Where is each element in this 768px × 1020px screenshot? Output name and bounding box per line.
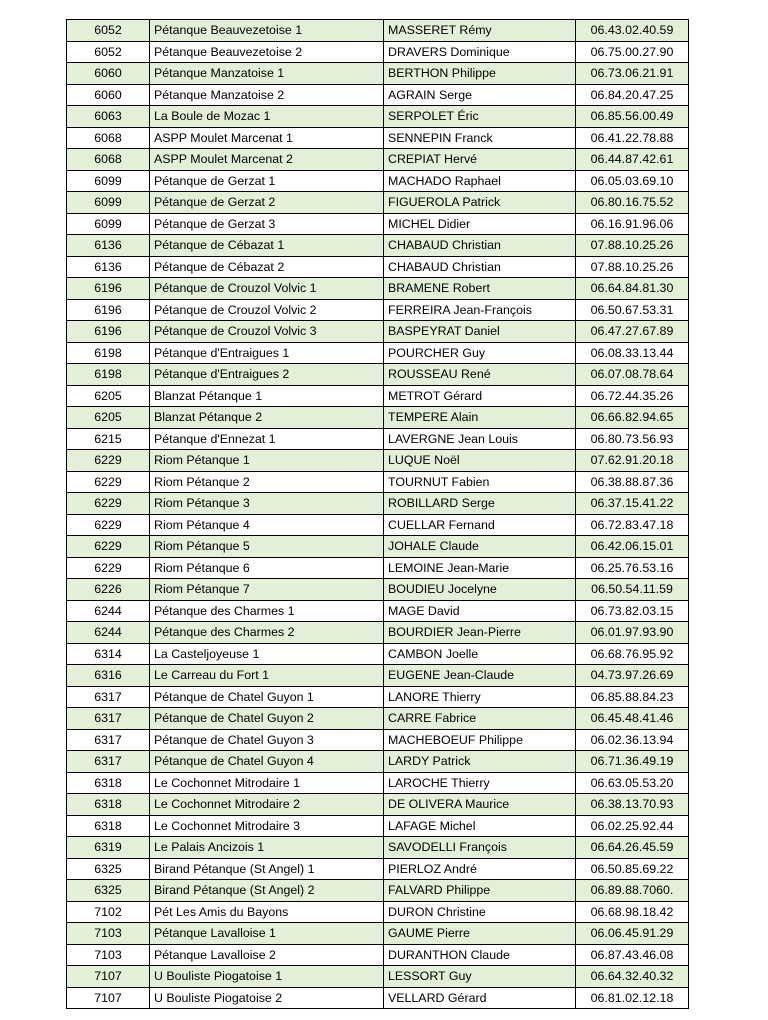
club-name-cell: U Bouliste Piogatoise 2 bbox=[150, 987, 384, 1009]
phone-number-cell: 06.84.20.47.25 bbox=[576, 84, 689, 106]
club-code-cell: 7107 bbox=[67, 987, 150, 1009]
table-row bbox=[67, 20, 689, 42]
table-row bbox=[67, 321, 689, 343]
table-row bbox=[67, 794, 689, 816]
club-name-cell: Pétanque Manzatoise 2 bbox=[150, 84, 384, 106]
club-code-cell: 7103 bbox=[67, 944, 150, 966]
club-name-cell: Pétanque de Gerzat 3 bbox=[150, 213, 384, 235]
club-name-cell: Pétanque des Charmes 1 bbox=[150, 600, 384, 622]
table-row bbox=[67, 579, 689, 601]
phone-number-cell: 06.16.91.96.06 bbox=[576, 213, 689, 235]
contact-name-cell: PIERLOZ André bbox=[384, 858, 576, 880]
table-row bbox=[67, 170, 689, 192]
contact-name-cell: MICHEL Didier bbox=[384, 213, 576, 235]
club-code-cell: 6226 bbox=[67, 579, 150, 601]
phone-number-cell: 06.38.13.70.93 bbox=[576, 794, 689, 816]
phone-number-cell: 06.50.67.53.31 bbox=[576, 299, 689, 321]
phone-number-cell: 06.68.76.95.92 bbox=[576, 643, 689, 665]
contact-name-cell: LEMOINE Jean-Marie bbox=[384, 557, 576, 579]
table-row bbox=[67, 213, 689, 235]
table-row bbox=[67, 84, 689, 106]
phone-number-cell: 06.63.05.53.20 bbox=[576, 772, 689, 794]
club-code-cell: 6318 bbox=[67, 815, 150, 837]
club-name-cell: Riom Pétanque 1 bbox=[150, 450, 384, 472]
contact-name-cell: VELLARD Gérard bbox=[384, 987, 576, 1009]
contact-name-cell: LAFAGE Michel bbox=[384, 815, 576, 837]
table-row bbox=[67, 858, 689, 880]
table-row bbox=[67, 471, 689, 493]
table-row bbox=[67, 149, 689, 171]
contact-name-cell: GAUME Pierre bbox=[384, 923, 576, 945]
club-code-cell: 6317 bbox=[67, 708, 150, 730]
phone-number-cell: 06.45.48.41.46 bbox=[576, 708, 689, 730]
contact-name-cell: LANORE Thierry bbox=[384, 686, 576, 708]
club-name-cell: Pétanque de Crouzol Volvic 3 bbox=[150, 321, 384, 343]
phone-number-cell: 06.64.32.40.32 bbox=[576, 966, 689, 988]
club-code-cell: 6136 bbox=[67, 235, 150, 257]
table-row bbox=[67, 987, 689, 1009]
phone-number-cell: 06.68.98.18.42 bbox=[576, 901, 689, 923]
club-name-cell: Birand Pétanque (St Angel) 2 bbox=[150, 880, 384, 902]
contact-name-cell: FERREIRA Jean-François bbox=[384, 299, 576, 321]
contact-name-cell: CARRE Fabrice bbox=[384, 708, 576, 730]
table-row bbox=[67, 665, 689, 687]
club-name-cell: Pétanque d'Entraigues 2 bbox=[150, 364, 384, 386]
contact-name-cell: LUQUE Noël bbox=[384, 450, 576, 472]
club-code-cell: 6229 bbox=[67, 471, 150, 493]
phone-number-cell: 06.73.06.21.91 bbox=[576, 63, 689, 85]
phone-number-cell: 06.06.45.91.29 bbox=[576, 923, 689, 945]
club-name-cell: Pétanque de Cébazat 1 bbox=[150, 235, 384, 257]
phone-number-cell: 06.50.85.69.22 bbox=[576, 858, 689, 880]
club-code-cell: 6198 bbox=[67, 364, 150, 386]
club-name-cell: Pétanque Lavalloise 1 bbox=[150, 923, 384, 945]
phone-number-cell: 06.71.36.49.19 bbox=[576, 751, 689, 773]
club-code-cell: 6099 bbox=[67, 192, 150, 214]
club-name-cell: Riom Pétanque 4 bbox=[150, 514, 384, 536]
contact-name-cell: CHABAUD Christian bbox=[384, 256, 576, 278]
contact-name-cell: LAVERGNE Jean Louis bbox=[384, 428, 576, 450]
phone-number-cell: 06.87.43.46.08 bbox=[576, 944, 689, 966]
club-name-cell: Pétanque des Charmes 2 bbox=[150, 622, 384, 644]
club-name-cell: Pétanque de Chatel Guyon 4 bbox=[150, 751, 384, 773]
club-code-cell: 6244 bbox=[67, 600, 150, 622]
club-name-cell: Birand Pétanque (St Angel) 1 bbox=[150, 858, 384, 880]
club-name-cell: ASPP Moulet Marcenat 2 bbox=[150, 149, 384, 171]
club-code-cell: 6215 bbox=[67, 428, 150, 450]
table-row bbox=[67, 966, 689, 988]
contact-name-cell: CREPIAT Hervé bbox=[384, 149, 576, 171]
contact-name-cell: FIGUEROLA Patrick bbox=[384, 192, 576, 214]
club-code-cell: 6317 bbox=[67, 686, 150, 708]
club-code-cell: 7107 bbox=[67, 966, 150, 988]
club-name-cell: Pétanque de Crouzol Volvic 1 bbox=[150, 278, 384, 300]
table-row bbox=[67, 256, 689, 278]
table-row bbox=[67, 729, 689, 751]
club-code-cell: 6319 bbox=[67, 837, 150, 859]
table-body bbox=[67, 20, 689, 1009]
contact-name-cell: FALVARD Philippe bbox=[384, 880, 576, 902]
table-row bbox=[67, 192, 689, 214]
contact-name-cell: DE OLIVERA Maurice bbox=[384, 794, 576, 816]
phone-number-cell: 06.43.02.40.59 bbox=[576, 20, 689, 42]
table-row bbox=[67, 450, 689, 472]
club-code-cell: 6325 bbox=[67, 858, 150, 880]
phone-number-cell: 06.64.84.81.30 bbox=[576, 278, 689, 300]
contact-name-cell: POURCHER Guy bbox=[384, 342, 576, 364]
table-row bbox=[67, 364, 689, 386]
contact-name-cell: BERTHON Philippe bbox=[384, 63, 576, 85]
phone-number-cell: 06.37.15.41.22 bbox=[576, 493, 689, 515]
club-code-cell: 6314 bbox=[67, 643, 150, 665]
phone-number-cell: 06.02.25.92.44 bbox=[576, 815, 689, 837]
contact-name-cell: DURANTHON Claude bbox=[384, 944, 576, 966]
club-name-cell: Riom Pétanque 2 bbox=[150, 471, 384, 493]
phone-number-cell: 06.08.33.13.44 bbox=[576, 342, 689, 364]
club-name-cell: Riom Pétanque 5 bbox=[150, 536, 384, 558]
club-name-cell: Riom Pétanque 3 bbox=[150, 493, 384, 515]
club-code-cell: 6198 bbox=[67, 342, 150, 364]
phone-number-cell: 06.47.27.67.89 bbox=[576, 321, 689, 343]
club-name-cell: Pétanque de Gerzat 2 bbox=[150, 192, 384, 214]
phone-number-cell: 06.85.56.00.49 bbox=[576, 106, 689, 128]
contact-name-cell: AGRAIN Serge bbox=[384, 84, 576, 106]
contact-name-cell: BOURDIER Jean-Pierre bbox=[384, 622, 576, 644]
table-row bbox=[67, 772, 689, 794]
contact-name-cell: METROT Gérard bbox=[384, 385, 576, 407]
club-code-cell: 6325 bbox=[67, 880, 150, 902]
table-row bbox=[67, 514, 689, 536]
club-name-cell: Pétanque Manzatoise 1 bbox=[150, 63, 384, 85]
club-code-cell: 6229 bbox=[67, 514, 150, 536]
club-code-cell: 6068 bbox=[67, 127, 150, 149]
club-code-cell: 6317 bbox=[67, 729, 150, 751]
club-code-cell: 6060 bbox=[67, 84, 150, 106]
club-name-cell: Le Cochonnet Mitrodaire 1 bbox=[150, 772, 384, 794]
club-code-cell: 6316 bbox=[67, 665, 150, 687]
table-row bbox=[67, 708, 689, 730]
club-code-cell: 6099 bbox=[67, 170, 150, 192]
table-row bbox=[67, 493, 689, 515]
phone-number-cell: 06.05.03.69.10 bbox=[576, 170, 689, 192]
table-row bbox=[67, 557, 689, 579]
table-row bbox=[67, 880, 689, 902]
phone-number-cell: 06.64.26.45.59 bbox=[576, 837, 689, 859]
phone-number-cell: 06.80.16.75.52 bbox=[576, 192, 689, 214]
club-name-cell: Pétanque de Chatel Guyon 1 bbox=[150, 686, 384, 708]
club-code-cell: 6229 bbox=[67, 557, 150, 579]
club-name-cell: Pétanque de Chatel Guyon 3 bbox=[150, 729, 384, 751]
contact-name-cell: SAVODELLI François bbox=[384, 837, 576, 859]
phone-number-cell: 06.25.76.53.16 bbox=[576, 557, 689, 579]
club-name-cell: Le Cochonnet Mitrodaire 3 bbox=[150, 815, 384, 837]
table-row bbox=[67, 407, 689, 429]
contact-name-cell: DURON Christine bbox=[384, 901, 576, 923]
club-code-cell: 6196 bbox=[67, 278, 150, 300]
club-name-cell: La Casteljoyeuse 1 bbox=[150, 643, 384, 665]
club-code-cell: 6229 bbox=[67, 536, 150, 558]
club-name-cell: U Bouliste Piogatoise 1 bbox=[150, 966, 384, 988]
table-row bbox=[67, 901, 689, 923]
club-name-cell: Riom Pétanque 7 bbox=[150, 579, 384, 601]
club-code-cell: 6136 bbox=[67, 256, 150, 278]
club-code-cell: 6317 bbox=[67, 751, 150, 773]
club-name-cell: Pétanque Beauvezetoise 1 bbox=[150, 20, 384, 42]
club-name-cell: Blanzat Pétanque 1 bbox=[150, 385, 384, 407]
club-code-cell: 7103 bbox=[67, 923, 150, 945]
table-row bbox=[67, 428, 689, 450]
phone-number-cell: 07.88.10.25.26 bbox=[576, 256, 689, 278]
contact-name-cell: ROBILLARD Serge bbox=[384, 493, 576, 515]
contact-name-cell: SERPOLET Éric bbox=[384, 106, 576, 128]
contact-name-cell: CUELLAR Fernand bbox=[384, 514, 576, 536]
phone-number-cell: 06.42.06.15.01 bbox=[576, 536, 689, 558]
contact-name-cell: LARDY Patrick bbox=[384, 751, 576, 773]
phone-number-cell: 06.50.54.11.59 bbox=[576, 579, 689, 601]
club-code-cell: 6205 bbox=[67, 407, 150, 429]
club-name-cell: Le Palais Ancizois 1 bbox=[150, 837, 384, 859]
table-row bbox=[67, 944, 689, 966]
table-row bbox=[67, 278, 689, 300]
phone-number-cell: 07.62.91.20.18 bbox=[576, 450, 689, 472]
contact-name-cell: MACHEBOEUF Philippe bbox=[384, 729, 576, 751]
club-code-cell: 6063 bbox=[67, 106, 150, 128]
club-code-cell: 6068 bbox=[67, 149, 150, 171]
table-row bbox=[67, 923, 689, 945]
table-row bbox=[67, 536, 689, 558]
club-code-cell: 6318 bbox=[67, 794, 150, 816]
table-row bbox=[67, 837, 689, 859]
contact-name-cell: LAROCHE Thierry bbox=[384, 772, 576, 794]
club-code-cell: 6318 bbox=[67, 772, 150, 794]
club-code-cell: 6060 bbox=[67, 63, 150, 85]
club-code-cell: 6244 bbox=[67, 622, 150, 644]
table-row bbox=[67, 235, 689, 257]
contact-name-cell: JOHALE Claude bbox=[384, 536, 576, 558]
contact-name-cell: TEMPERE Alain bbox=[384, 407, 576, 429]
phone-number-cell: 06.01.97.93.90 bbox=[576, 622, 689, 644]
club-code-cell: 6229 bbox=[67, 493, 150, 515]
phone-number-cell: 06.73.82.03.15 bbox=[576, 600, 689, 622]
club-name-cell: Pétanque de Cébazat 2 bbox=[150, 256, 384, 278]
table-row bbox=[67, 385, 689, 407]
table-row bbox=[67, 622, 689, 644]
phone-number-cell: 06.89.88.7060. bbox=[576, 880, 689, 902]
club-code-cell: 6205 bbox=[67, 385, 150, 407]
table-row bbox=[67, 63, 689, 85]
table-row bbox=[67, 600, 689, 622]
phone-number-cell: 06.44.87.42.61 bbox=[576, 149, 689, 171]
contact-name-cell: LESSORT Guy bbox=[384, 966, 576, 988]
club-code-cell: 6196 bbox=[67, 321, 150, 343]
table-row bbox=[67, 643, 689, 665]
contact-name-cell: BASPEYRAT Daniel bbox=[384, 321, 576, 343]
club-name-cell: Le Cochonnet Mitrodaire 2 bbox=[150, 794, 384, 816]
phone-number-cell: 06.41.22.78.88 bbox=[576, 127, 689, 149]
club-name-cell: Pét Les Amis du Bayons bbox=[150, 901, 384, 923]
table-row bbox=[67, 342, 689, 364]
table-row bbox=[67, 815, 689, 837]
contact-name-cell: BOUDIEU Jocelyne bbox=[384, 579, 576, 601]
contact-name-cell: MAGE David bbox=[384, 600, 576, 622]
phone-number-cell: 06.75.00.27.90 bbox=[576, 41, 689, 63]
table-row bbox=[67, 686, 689, 708]
phone-number-cell: 06.85.88.84.23 bbox=[576, 686, 689, 708]
phone-number-cell: 06.38.88.87.36 bbox=[576, 471, 689, 493]
club-name-cell: Pétanque Lavalloise 2 bbox=[150, 944, 384, 966]
phone-number-cell: 06.72.83.47.18 bbox=[576, 514, 689, 536]
phone-number-cell: 06.07.08.78.64 bbox=[576, 364, 689, 386]
contact-name-cell: CHABAUD Christian bbox=[384, 235, 576, 257]
contact-name-cell: MACHADO Raphael bbox=[384, 170, 576, 192]
club-name-cell: Le Carreau du Fort 1 bbox=[150, 665, 384, 687]
phone-number-cell: 06.80.73.56.93 bbox=[576, 428, 689, 450]
contact-name-cell: TOURNUT Fabien bbox=[384, 471, 576, 493]
club-name-cell: ASPP Moulet Marcenat 1 bbox=[150, 127, 384, 149]
club-code-cell: 6229 bbox=[67, 450, 150, 472]
club-name-cell: Pétanque de Chatel Guyon 2 bbox=[150, 708, 384, 730]
club-name-cell: Pétanque d'Ennezat 1 bbox=[150, 428, 384, 450]
phone-number-cell: 06.72.44.35.26 bbox=[576, 385, 689, 407]
club-code-cell: 6196 bbox=[67, 299, 150, 321]
contact-name-cell: BRAMENE Robert bbox=[384, 278, 576, 300]
contact-name-cell: CAMBON Joelle bbox=[384, 643, 576, 665]
contact-name-cell: MASSERET Rémy bbox=[384, 20, 576, 42]
table-row bbox=[67, 299, 689, 321]
contact-name-cell: EUGENE Jean-Claude bbox=[384, 665, 576, 687]
club-name-cell: Pétanque d'Entraigues 1 bbox=[150, 342, 384, 364]
club-code-cell: 6052 bbox=[67, 20, 150, 42]
phone-number-cell: 06.02.36.13.94 bbox=[576, 729, 689, 751]
club-code-cell: 7102 bbox=[67, 901, 150, 923]
club-name-cell: Pétanque de Gerzat 1 bbox=[150, 170, 384, 192]
table-row bbox=[67, 41, 689, 63]
contact-name-cell: DRAVERS Dominique bbox=[384, 41, 576, 63]
club-name-cell: La Boule de Mozac 1 bbox=[150, 106, 384, 128]
contact-name-cell: SENNEPIN Franck bbox=[384, 127, 576, 149]
phone-number-cell: 07.88.10.25.26 bbox=[576, 235, 689, 257]
contact-name-cell: ROUSSEAU René bbox=[384, 364, 576, 386]
club-name-cell: Pétanque de Crouzol Volvic 2 bbox=[150, 299, 384, 321]
table-row bbox=[67, 127, 689, 149]
table-row bbox=[67, 106, 689, 128]
club-name-cell: Riom Pétanque 6 bbox=[150, 557, 384, 579]
club-code-cell: 6099 bbox=[67, 213, 150, 235]
club-name-cell: Pétanque Beauvezetoise 2 bbox=[150, 41, 384, 63]
club-code-cell: 6052 bbox=[67, 41, 150, 63]
club-name-cell: Blanzat Pétanque 2 bbox=[150, 407, 384, 429]
club-contacts-table bbox=[66, 19, 689, 1009]
phone-number-cell: 04.73.97.26.69 bbox=[576, 665, 689, 687]
phone-number-cell: 06.81.02.12.18 bbox=[576, 987, 689, 1009]
table-row bbox=[67, 751, 689, 773]
phone-number-cell: 06.66.82.94.65 bbox=[576, 407, 689, 429]
